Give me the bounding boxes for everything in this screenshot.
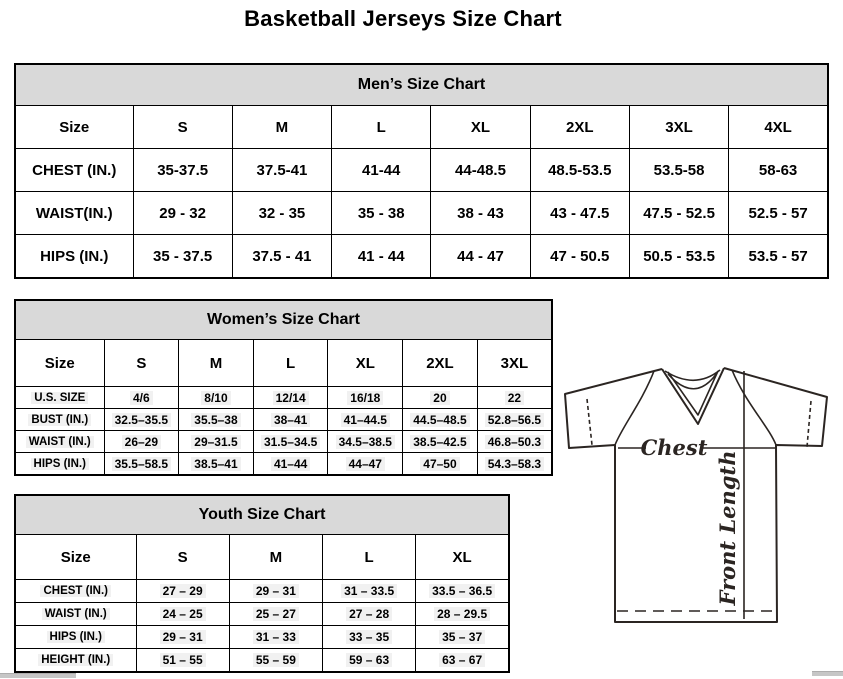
column-header-text: M: [209, 354, 223, 372]
table-cell: [416, 580, 509, 603]
table-cell-text: 44 - 47: [457, 247, 504, 265]
table-cell-text: 43 - 47.5: [550, 204, 610, 222]
row-label-text: CHEST (IN.): [32, 161, 117, 179]
column-header: [629, 106, 728, 149]
column-header-text: XL: [355, 354, 375, 372]
table-cell: [253, 387, 328, 409]
table-cell: [431, 149, 530, 192]
table-cell: [133, 235, 232, 279]
row-label: [15, 409, 104, 431]
table-cell-text: 44.5–48.5: [410, 413, 469, 427]
column-header-text: 3XL: [665, 118, 693, 136]
table-cell-text: 44-48.5: [455, 161, 506, 179]
table-cell-text: 55 – 59: [253, 653, 299, 667]
table-cell-text: 38 - 43: [457, 204, 504, 222]
column-header-text: 2XL: [426, 354, 454, 372]
row-label-text: CHEST (IN.): [40, 585, 111, 597]
table-row: [15, 603, 509, 626]
table-cell-text: 29 - 32: [159, 204, 206, 222]
table-cell-text: 51 – 55: [160, 653, 206, 667]
row-label-text: U.S. SIZE: [31, 392, 88, 404]
table-title-row: [15, 495, 509, 535]
table-row: [15, 649, 509, 673]
table-title-row: [15, 300, 552, 340]
row-label: [15, 387, 104, 409]
front-length-label: Front Length: [715, 450, 740, 606]
column-header: [232, 106, 331, 149]
row-label-text: HIPS (IN.): [31, 458, 89, 470]
table-cell: [403, 387, 478, 409]
table-cell: [477, 453, 552, 476]
table-cell-text: 20: [430, 391, 449, 405]
row-label: [15, 626, 136, 649]
table-cell-text: 22: [505, 391, 524, 405]
row-label-text: WAIST(IN.): [35, 204, 113, 222]
column-header: [136, 535, 229, 580]
row-label-text: WAIST (IN.): [42, 608, 110, 620]
table-cell-text: 35 - 37.5: [153, 247, 213, 265]
table-cell: [253, 431, 328, 453]
table-cell: [729, 192, 828, 235]
left-cuff-dashed-line: [587, 399, 592, 445]
column-header: [431, 106, 530, 149]
table-cell: [323, 626, 416, 649]
page-title: Basketball Jerseys Size Chart: [244, 6, 562, 31]
column-header: [416, 535, 509, 580]
table-cell: [179, 409, 254, 431]
table-cell-text: 47.5 - 52.5: [643, 204, 715, 222]
column-header-text: M: [269, 548, 283, 566]
row-label-text: BUST (IN.): [28, 414, 91, 426]
column-header: [328, 340, 403, 387]
table-cell-text: 37.5 - 41: [252, 247, 312, 265]
column-header-text: M: [275, 118, 289, 136]
table-cell: [229, 603, 322, 626]
table-cell: [328, 431, 403, 453]
column-header-text: L: [376, 118, 386, 136]
table-cell-text: 53.5-58: [653, 161, 705, 179]
table-row: [15, 387, 552, 409]
table-cell: [229, 626, 322, 649]
column-header-text: 3XL: [500, 354, 529, 372]
table-row: [15, 409, 552, 431]
table-cell: [323, 580, 416, 603]
table-cell-text: 26–29: [122, 435, 161, 449]
size-column-header: [15, 535, 136, 580]
table-title-text: Women’s Size Chart: [207, 311, 360, 328]
size-column-header-text: Size: [60, 548, 91, 566]
table-cell: [729, 235, 828, 279]
table-cell: [530, 192, 629, 235]
table-cell-text: 8/10: [201, 391, 230, 405]
table-cell-text: 46.8–50.3: [485, 435, 544, 449]
row-label-text: WAIST (IN.): [26, 436, 94, 448]
table-cell-text: 48.5-53.5: [548, 161, 612, 179]
row-label: [15, 649, 136, 673]
column-header: [179, 340, 254, 387]
table-cell: [136, 580, 229, 603]
table-cell: [136, 626, 229, 649]
table-cell: [136, 649, 229, 673]
table-cell: [477, 409, 552, 431]
table-cell: [328, 409, 403, 431]
table-cell: [179, 431, 254, 453]
table-cell-text: 27 – 29: [160, 584, 206, 598]
table-row: [15, 431, 552, 453]
table-cell: [477, 431, 552, 453]
table-title: [15, 495, 509, 535]
table-cell-text: 35-37.5: [157, 161, 209, 179]
table-cell: [629, 149, 728, 192]
table-cell: [403, 453, 478, 476]
row-label: [15, 453, 104, 476]
table-title: [15, 300, 552, 340]
table-cell-text: 59 – 63: [346, 653, 392, 667]
column-header: [104, 340, 179, 387]
table-cell: [416, 649, 509, 673]
table-cell-text: 35.5–58.5: [112, 457, 171, 471]
table-cell: [253, 453, 328, 476]
table-row: [15, 149, 828, 192]
table-cell: [328, 453, 403, 476]
table-cell: [530, 235, 629, 279]
table-cell: [104, 453, 179, 476]
table-cell: [133, 192, 232, 235]
table-cell-text: 31.5–34.5: [261, 435, 320, 449]
womens-size-chart-table: [14, 299, 553, 476]
table-cell: [629, 235, 728, 279]
table-cell-text: 35 – 37: [439, 630, 485, 644]
table-cell: [232, 149, 331, 192]
table-cell: [332, 192, 431, 235]
size-column-header-text: Size: [44, 354, 75, 372]
table-cell: [253, 409, 328, 431]
column-header-text: L: [364, 548, 374, 566]
table-cell: [104, 431, 179, 453]
table-title-text: Youth Size Chart: [198, 506, 326, 523]
table-cell-text: 33.5 – 36.5: [429, 584, 495, 598]
column-header-text: S: [177, 118, 188, 136]
table-cell: [629, 192, 728, 235]
table-cell-text: 24 – 25: [160, 607, 206, 621]
table-row: [15, 235, 828, 279]
table-cell: [332, 149, 431, 192]
horizontal-scrollbar-fragment-left[interactable]: [0, 673, 76, 678]
table-row: [15, 453, 552, 476]
table-cell-text: 12/14: [273, 391, 309, 405]
table-cell: [403, 409, 478, 431]
horizontal-scrollbar-fragment-right[interactable]: [812, 671, 843, 676]
table-cell-text: 29–31.5: [191, 435, 240, 449]
table-cell: [104, 409, 179, 431]
column-header-text: XL: [452, 548, 472, 566]
table-cell-text: 33 – 35: [346, 630, 392, 644]
table-cell-text: 41–44: [271, 457, 310, 471]
table-cell-text: 32.5–35.5: [112, 413, 171, 427]
table-cell-text: 16/18: [347, 391, 383, 405]
row-label-text: HEIGHT (IN.): [38, 654, 113, 666]
table-cell-text: 37.5-41: [256, 161, 308, 179]
table-cell-text: 58-63: [758, 161, 798, 179]
table-cell: [232, 192, 331, 235]
column-header-text: S: [136, 354, 147, 372]
table-cell-text: 38–41: [271, 413, 310, 427]
table-title-row: [15, 64, 828, 106]
table-cell: [104, 387, 179, 409]
table-cell-text: 41 - 44: [357, 247, 405, 265]
table-cell-text: 41-44: [362, 161, 401, 179]
table-cell-text: 35.5–38: [191, 413, 240, 427]
table-cell-text: 52.5 - 57: [748, 204, 808, 222]
table-cell-text: 34.5–38.5: [336, 435, 395, 449]
right-cuff-dashed-line: [807, 401, 811, 447]
row-label: [15, 580, 136, 603]
column-header-row: [15, 106, 828, 149]
table-cell-text: 31 – 33: [253, 630, 299, 644]
column-header-row: [15, 340, 552, 387]
table-cell: [229, 649, 322, 673]
column-header: [729, 106, 828, 149]
table-cell: [416, 626, 509, 649]
jersey-measurement-diagram: [562, 362, 838, 628]
table-cell: [416, 603, 509, 626]
collar-inner-v: [668, 371, 718, 415]
table-row: [15, 192, 828, 235]
table-cell: [328, 387, 403, 409]
column-header-row: [15, 535, 509, 580]
table-cell: [729, 149, 828, 192]
table-cell: [232, 235, 331, 279]
table-title-text: Men’s Size Chart: [357, 76, 486, 93]
table-cell: [179, 387, 254, 409]
table-cell: [133, 149, 232, 192]
mens-size-chart-table: [14, 63, 829, 279]
table-cell-text: 32 - 35: [258, 204, 306, 222]
row-label: [15, 603, 136, 626]
table-row: [15, 580, 509, 603]
table-cell-text: 38.5–41: [191, 457, 240, 471]
table-cell-text: 54.3–58.3: [485, 457, 544, 471]
size-column-header: [15, 340, 104, 387]
table-title: [15, 64, 828, 106]
column-header-text: L: [286, 354, 296, 372]
column-header: [477, 340, 552, 387]
row-label: [15, 149, 133, 192]
column-header: [253, 340, 328, 387]
row-label: [15, 192, 133, 235]
size-column-header: [15, 106, 133, 149]
table-cell: [530, 149, 629, 192]
table-cell: [431, 235, 530, 279]
table-cell-text: 28 – 29.5: [434, 607, 490, 621]
youth-size-chart-table: [14, 494, 510, 673]
table-cell: [332, 235, 431, 279]
table-cell: [323, 603, 416, 626]
row-label-text: HIPS (IN.): [47, 631, 105, 643]
row-label: [15, 235, 133, 279]
table-cell-text: 41–44.5: [341, 413, 390, 427]
table-row: [15, 626, 509, 649]
table-cell-text: 50.5 - 53.5: [643, 247, 715, 265]
table-cell-text: 47 - 50.5: [550, 247, 610, 265]
table-cell: [431, 192, 530, 235]
table-cell-text: 29 – 31: [160, 630, 206, 644]
table-cell-text: 29 – 31: [253, 584, 299, 598]
table-cell-text: 4/6: [130, 391, 153, 405]
column-header-text: XL: [470, 118, 491, 136]
table-cell-text: 27 – 28: [346, 607, 392, 621]
table-cell: [136, 603, 229, 626]
table-cell-text: 63 – 67: [439, 653, 485, 667]
row-label-text: HIPS (IN.): [40, 247, 109, 265]
table-cell: [403, 431, 478, 453]
table-cell: [323, 649, 416, 673]
table-cell-text: 31 – 33.5: [341, 584, 397, 598]
column-header: [323, 535, 416, 580]
table-cell-text: 38.5–42.5: [410, 435, 469, 449]
column-header-text: S: [177, 548, 188, 566]
column-header: [332, 106, 431, 149]
column-header: [530, 106, 629, 149]
row-label: [15, 431, 104, 453]
table-cell-text: 44–47: [346, 457, 385, 471]
column-header: [133, 106, 232, 149]
table-cell-text: 25 – 27: [253, 607, 299, 621]
column-header: [403, 340, 478, 387]
table-cell-text: 53.5 - 57: [748, 247, 808, 265]
jersey-outline: [565, 368, 827, 622]
column-header-text: 2XL: [566, 118, 594, 136]
table-cell: [229, 580, 322, 603]
table-cell-text: 35 - 38: [357, 204, 405, 222]
table-cell-text: 47–50: [420, 457, 459, 471]
size-column-header-text: Size: [59, 118, 90, 136]
left-armhole-seam: [615, 371, 654, 445]
table-cell: [477, 387, 552, 409]
column-header-text: 4XL: [764, 118, 792, 136]
table-cell-text: 52.8–56.5: [485, 413, 544, 427]
chest-label: Chest: [640, 435, 708, 460]
table-cell: [179, 453, 254, 476]
column-header: [229, 535, 322, 580]
